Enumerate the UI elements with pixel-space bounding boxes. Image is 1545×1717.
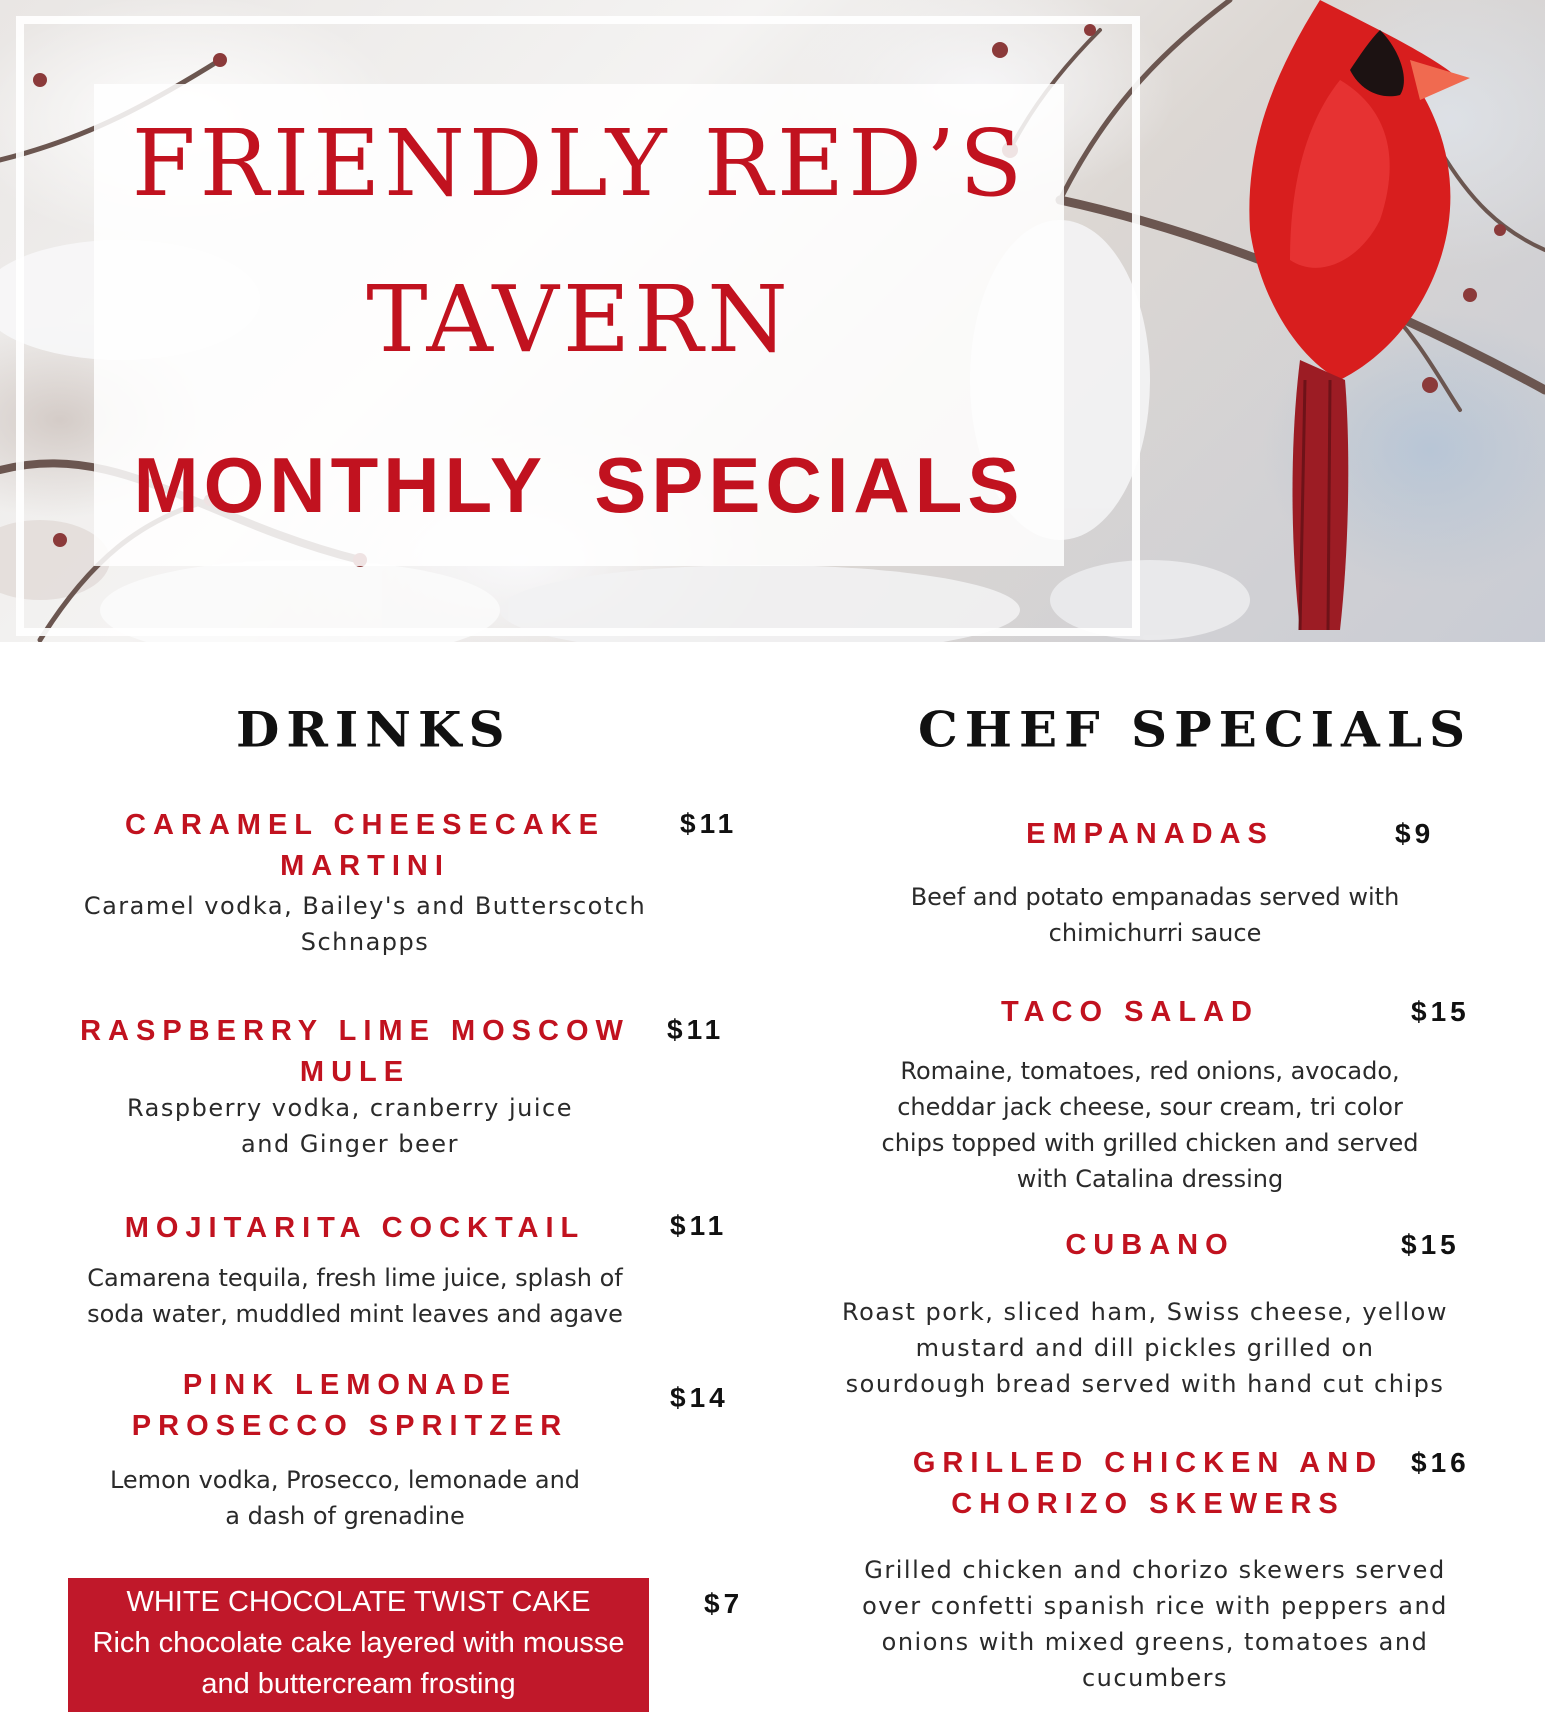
special-name-line: CHORIZO SKEWERS: [951, 1488, 1345, 1520]
special-description-line: with Catalina dressing: [1016, 1165, 1284, 1193]
drink-name: [60, 1208, 650, 1249]
drink-name: [70, 805, 660, 887]
special-name-line: TACO SALAD: [1001, 996, 1259, 1028]
special-description-line: Grilled chicken and chorizo skewers served: [864, 1556, 1446, 1584]
special-description-line: over confetti spanish rice with peppers and: [862, 1592, 1448, 1620]
drink-name-line: PROSECCO SPRITZER: [131, 1410, 569, 1442]
special-description-line: chips topped with grilled chicken and served: [881, 1129, 1419, 1157]
drink-description-line: Camarena tequila, fresh lime juice, splash of: [87, 1264, 623, 1292]
drink-description: [40, 1090, 660, 1162]
dessert-description-line: and buttercream frosting: [201, 1668, 516, 1700]
special-description-line: Romaine, tomatoes, red onions, avocado,: [900, 1057, 1400, 1085]
special-name: [858, 1443, 1438, 1525]
special-name-line: EMPANADAS: [1026, 818, 1274, 850]
special-description-line: cheddar jack cheese, sour cream, tri color: [897, 1093, 1403, 1121]
drink-description-line: Raspberry vodka, cranberry juice: [127, 1094, 573, 1122]
special-price: $16: [1411, 1447, 1470, 1478]
restaurant-name-line-1: FRIENDLY RED’S: [131, 110, 1027, 217]
drink-description-line: soda water, muddled mint leaves and agave: [87, 1300, 623, 1328]
drink-description-line: and Ginger beer: [241, 1130, 459, 1158]
restaurant-name-line-2: TAVERN: [366, 266, 792, 373]
cardinal-icon: [1249, 0, 1470, 630]
drink-name: [60, 1365, 640, 1447]
special-description-line: chimichurri sauce: [1048, 919, 1262, 947]
title-panel: [94, 84, 1064, 566]
drink-description: [40, 1260, 670, 1332]
special-description-line: Roast pork, sliced ham, Swiss cheese, yellow: [842, 1298, 1448, 1326]
special-description: [810, 1552, 1500, 1696]
special-description-line: Beef and potato empanadas served with: [910, 883, 1400, 911]
drink-name: [60, 1011, 650, 1093]
special-name-line: GRILLED CHICKEN AND: [912, 1447, 1384, 1479]
dessert-description-line: Rich chocolate cake layered with mousse: [92, 1627, 625, 1659]
special-price: $15: [1401, 1229, 1460, 1260]
monthly-specials-title: MONTHLY SPECIALS: [133, 441, 1025, 529]
drink-description-line: Caramel vodka, Bailey's and Butterscotch: [83, 892, 647, 920]
drink-name-line: RASPBERRY LIME MOSCOW: [80, 1015, 630, 1047]
drink-description: [40, 1462, 650, 1534]
special-name: [860, 1225, 1440, 1266]
special-name: [840, 992, 1420, 1033]
special-description-line: cucumbers: [1081, 1664, 1229, 1692]
special-description: [840, 879, 1470, 951]
dessert-name: WHITE CHOCOLATE TWIST CAKE: [126, 1586, 591, 1618]
drink-description-line: a dash of grenadine: [225, 1502, 465, 1530]
drink-name-line: PINK LEMONADE: [182, 1369, 518, 1401]
special-name: [860, 814, 1440, 855]
special-name-line: CUBANO: [1065, 1229, 1235, 1261]
special-price: $9: [1395, 818, 1435, 849]
drink-description-line: Lemon vodka, Prosecco, lemonade and: [109, 1466, 581, 1494]
special-description: [830, 1053, 1470, 1197]
drink-price: $11: [667, 1014, 725, 1045]
special-description-line: sourdough bread served with hand cut chips: [845, 1370, 1445, 1398]
drink-name-line: CARAMEL CHEESECAKE: [125, 809, 605, 841]
drinks-heading: DRINKS: [236, 700, 512, 759]
special-description-line: onions with mixed greens, tomatoes and: [881, 1628, 1429, 1656]
special-price: $15: [1411, 996, 1470, 1027]
drink-price: $14: [670, 1382, 729, 1413]
drink-description: [40, 888, 690, 960]
dessert-price: $7: [704, 1588, 744, 1619]
dessert-special-box: [68, 1578, 649, 1712]
hero-image: [0, 0, 1545, 642]
drink-price: $11: [670, 1210, 728, 1241]
drink-price: $11: [680, 808, 738, 839]
drink-description-line: Schnapps: [300, 928, 430, 956]
drink-name-line: MULE: [299, 1056, 411, 1088]
special-description-line: mustard and dill pickles grilled on: [915, 1334, 1375, 1362]
drink-name-line: MARTINI: [280, 850, 450, 882]
special-description: [800, 1294, 1490, 1402]
drink-name-line: MOJITARITA COCKTAIL: [124, 1212, 586, 1244]
chef-specials-heading: CHEF SPECIALS: [918, 700, 1473, 759]
